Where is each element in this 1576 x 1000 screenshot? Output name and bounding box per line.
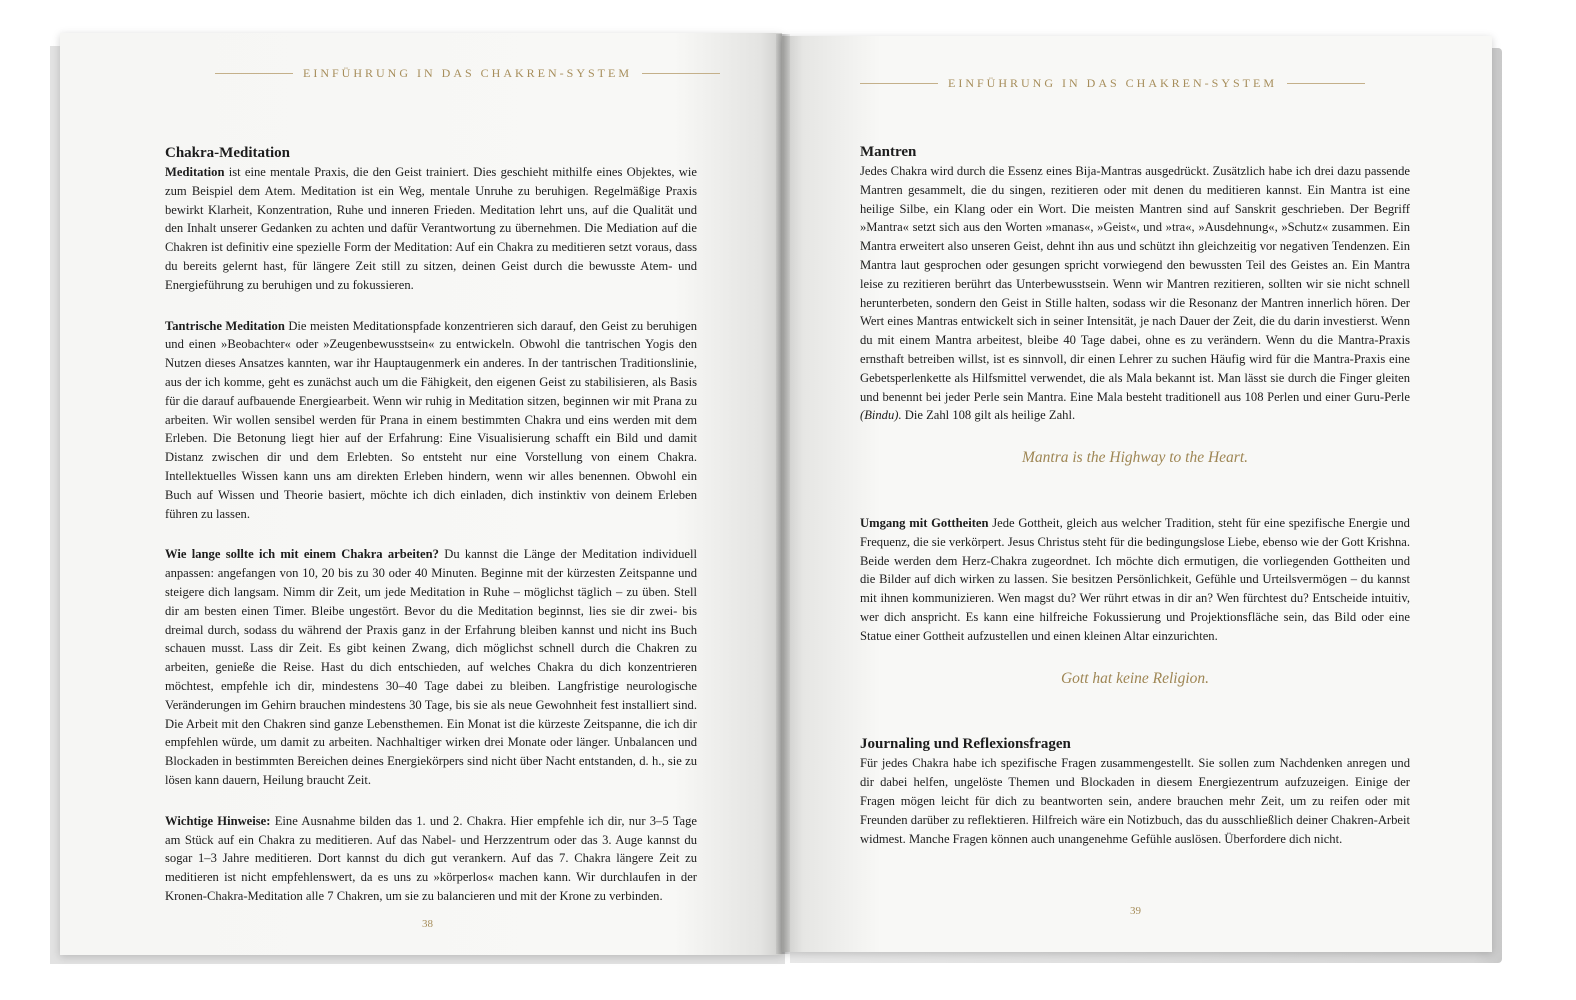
paragraph <box>860 162 1410 425</box>
paragraph-lead: Tantrische Meditation <box>165 318 285 333</box>
running-head-left <box>215 66 720 81</box>
paragraph <box>860 754 1410 848</box>
paragraph-text: Die meisten Meditationspfade konzentrieren sich darauf, den Geist zu beruhigen und einen »Beobachter« oder »Zeugenbewusstsein« zu entwickeln. Obwohl die tantrischen Yogis den Nutzen dieses Ansatzes kannten, war ihr Hauptaugenmerk ein anderes. In der tantrischen Traditionslinie, aus der ich komme, geht es zunächst auch um die Fähigkeit, den eigenen Geist zu stabilisieren, als Basis für die darauf aufbauende Energiearbeit. Wenn wir ruhig in Meditation sitzen, beginnen wir mit Prana zu arbeiten. Wir wollen sensibel werden für Prana in einem bestimmten Chakra und eins werden mit dem Erleben. Die Betonung liegt hier auf der Erfahrung: Eine Visualisierung schafft ein Bild und damit Distanz zwischen dir und dem Erlebten. So entsteht nur eine Vorstellung von einem Chakra. Intellektuelles Wissen kann uns am direkten Erleben hindern, wenn wir alles benennen. Obwohl ein Buch auf Wissen und Theorie basiert, möchte ich dich einladen, dich instinktiv von deinem Erleben führen zu lassen. <box>165 318 697 521</box>
running-head-rule <box>1287 83 1365 84</box>
paragraph-lead: Wichtige Hinweise: <box>165 813 271 828</box>
running-head-title: EINFÜHRUNG IN DAS CHAKREN-SYSTEM <box>948 76 1278 90</box>
paragraph-lead: Meditation <box>165 165 225 179</box>
running-head-right <box>860 76 1365 91</box>
running-head-rule <box>215 73 293 74</box>
paragraph-text: Du kannst die Länge der Meditation individuell anpassen: angefangen von 10, 20 bis zu 30 oder 40 Minuten. Beginne mit der kürzesten Zeitspanne und steigere dich langsam. Nimm dir Zeit, um jede Meditation in Ruhe – möglichst täglich – zu üben. Stell dir am besten einen Timer. Bleibe ungestört. Bevor du die Meditation beginnst, lies sie dir zwei- bis dreimal durch, sodass du während der Praxis ganz in der Erfahrung bleiben kannst und nicht ins Buch schauen musst. Lass dir Zeit. Es gibt keinen Zwang, dich möglichst schnell durch die Chakren zu arbeiten, genieße die Reise. Hast du dich entschieden, auf welches Chakra du dich konzentrieren möchtest, empfehle ich dir, mindestens 30–40 Tage dabei zu bleiben. Langfristige neurologische Veränderungen im Gehirn brauchen mindestens 30 Tage, bis sie als neue Gewohnheit fest installiert sind. Die Arbeit mit den Chakren sind ganze Lebensthemen. Ein Monat ist die kürzeste Zeitspanne, die ich dir empfehlen würde, um damit zu arbeiten. Nachhaltiger wirken drei Monate oder länger. Unbalancen und Blockaden in bestimmten Bereichen deines Energiekörpers sind nicht über Nacht entstanden, d. h., sie zu lösen kann dauern, Heilung braucht Zeit. <box>165 547 697 787</box>
paragraph-text: Die Zahl 108 gilt als heilige Zahl. <box>901 408 1076 423</box>
paragraph <box>860 514 1410 646</box>
paragraph-text: ist eine mentale Praxis, die den Geist trainiert. Dies geschieht mithilfe eines Objektes, wie zum Beispiel dem Atem. Meditation ist ein Weg, mentale Unruhe zu beruhigen. Regelmäßige Praxis bewirkt Klarheit, Konzentration, Ruhe und inneren Frieden. Meditation lehrt uns, auf die Qualität und den Inhalt unserer Gedanken zu achten und dafür Verantwortung zu übernehmen. Die Mediation auf die Chakren ist definitiv eine spezielle Form der Meditation: Auf ein Chakra zu meditieren setzt voraus, dass du bereits gelernt hast, für längere Zeit still zu sitzen, deinen Geist durch die bewusste Atem- und Energieführung zu beruhigen und zu fokussieren. <box>165 165 697 292</box>
paragraph <box>165 545 697 789</box>
paragraph-text: Für jedes Chakra habe ich spezifische Fragen zusammengestellt. Sie sollen zum Nachdenken anregen und dir dabei helfen, ungelöste Themen und Blockaden in diesem Energiezentrum aufzuzeigen. Einige der Fragen mögen leicht für dich zu beantworten sein, andere brauchen mehr Zeit, um zu reifen oder mit Freunden darüber zu reflektieren. Hilfreich wäre ein Notizbuch, das du ausschließlich deiner Chakren-Arbeit widmest. Manche Fragen können auch unangenehme Gefühle auslösen. Überfordere dich nicht. <box>860 756 1410 846</box>
paragraph-text: Jede Gottheit, gleich aus welcher Tradition, steht für eine spezifische Energie und Frequenz, die sie verkörpert. Jesus Christus steht für die bedingungslose Liebe, ebenso wie der Gott Krishna. Beide werden dem Herz-Chakra zugeordnet. Ich möchte dich ermutigen, die vorliegenden Gottheiten und die Bilder auf dich wirken zu lassen. Sie besitzen Persönlichkeit, Gefühle und Urteilsvermögen – du kannst mit ihnen kommunizieren. Wen magst du? Wer rührt etwas in dir an? Wen fürchtest du? Entscheide intuitiv, wer dich anspricht. Es kann eine hilfreiche Fokussierung und Projektionsfläche sein, das Bild oder eine Statue einer Gottheit aufzustellen und einen kleinen Altar einzurichten. <box>860 515 1410 643</box>
paragraph-italic: (Bindu). <box>860 408 902 423</box>
section-heading: Journaling und Reflexionsfragen <box>860 736 1071 753</box>
running-head-rule <box>642 73 720 74</box>
paragraph-text: Jedes Chakra wird durch die Essenz eines Bija-Mantras ausgedrückt. Zusätzlich habe ich drei dazu passende Mantren gesammelt, die du singen, rezitieren oder mit denen du meditieren kannst. Ein Mantra ist eine heilige Silbe, ein Klang oder ein Wort. Die meisten Mantren sind auf Sanskrit geschrieben. Der Begriff »Mantra« setzt sich aus den Worten »manas«, »Geist«, und »tra«, »Ausdehnung«, »Schutz« zusammen. Ein Mantra erweitert also unseren Geist, dehnt ihn aus und schützt ihn gleichzeitig vor negativen Tendenzen. Ein Mantra laut gesprochen oder gesungen spricht vorwiegend den bewussten Teil des Geistes an. Ein Mantra leise zu rezitieren berührt das Unterbewusstsein. Wenn wir Mantren rezitieren, sollten wir sie nicht schnell herunterbeten, sondern den Geist in Stille halten, sodass wir die Resonanz der Mantren innerlich hören. Der Wert eines Mantras entwickelt sich in seiner Intensität, je nach Dauer der Zeit, die du darin investierst. Wenn du mit einem Mantra arbeitest, bleibe 40 Tage dabei, ohne es zu verändern. Wenn du die Mantra-Praxis ernsthaft betreiben willst, ist es sinnvoll, dir einen Lehrer zu suchen Häufig wird für die Mantra-Praxis eine Gebetsperlenkette als Hilfsmittel verwendet, die als Mala bekannt ist. Man lässt sie durch die Finger gleiten und benennt bei jeder Perle sein Mantra. Eine Mala besteht traditionell aus 108 Perlen und einer Guru-Perle <box>860 164 1410 404</box>
running-head-title: EINFÜHRUNG IN DAS CHAKREN-SYSTEM <box>303 66 633 80</box>
page-number-left: 38 <box>422 918 433 930</box>
pull-quote: Gott hat keine Religion. <box>1060 669 1210 687</box>
page-number-right: 39 <box>1130 905 1141 917</box>
paragraph-lead: Wie lange sollte ich mit einem Chakra arbeiten? <box>165 547 439 562</box>
section-heading: Mantren <box>860 144 917 160</box>
book-gutter <box>776 34 790 954</box>
pull-quote: Mantra is the Highway to the Heart. <box>1021 449 1249 467</box>
paragraph <box>165 163 697 295</box>
right-page-content <box>860 142 1410 870</box>
running-head-rule <box>860 83 938 84</box>
paragraph-text: Eine Ausnahme bilden das 1. und 2. Chakra. Hier empfehle ich dir, nur 3–5 Tage am Stück auf ein Chakra zu meditieren. Auf das Nabel- und Herzzentrum oder das 3. Auge kannst du sogar 1–3 Jahre meditieren. Dort kannst du dich gut verankern. Auf das 7. Chakra längere Zeit zu meditieren ist nicht empfehlenswert, da es uns zu »körperlos« machen kann. Wir durchlaufen in der Kronen-Chakra-Meditation alle 7 Chakren, um sie zu balancieren und mit der Krone zu verbinden. <box>165 813 697 903</box>
section-heading: Chakra-Meditation <box>165 145 290 161</box>
paragraph-lead: Umgang mit Gottheiten <box>860 515 989 530</box>
paragraph <box>165 317 697 524</box>
paragraph <box>165 812 697 906</box>
left-page-content <box>165 143 697 928</box>
